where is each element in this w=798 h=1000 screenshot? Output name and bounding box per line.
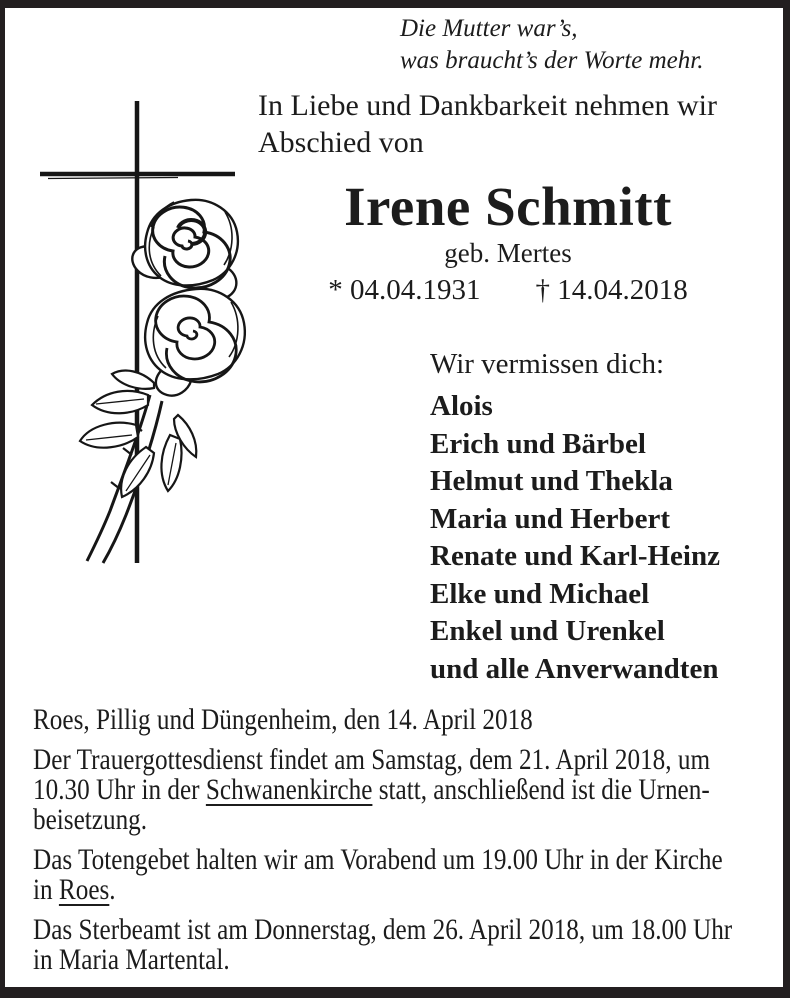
dateline: Roes, Pillig und Düngenheim, den 14. April 2018 bbox=[33, 703, 533, 736]
cross-horizontal-echo bbox=[48, 178, 178, 179]
underlined-text: Roes bbox=[58, 873, 110, 906]
life-dates bbox=[248, 274, 768, 306]
line-text: . bbox=[109, 873, 116, 906]
sterbeamt-paragraph bbox=[33, 915, 789, 975]
intro-text bbox=[258, 87, 717, 161]
line-text: Das Sterbeamt ist am Donnerstag, dem 26. April 2018, um 18.00 Uhr bbox=[33, 913, 733, 946]
cross-and-roses-illustration bbox=[28, 95, 250, 573]
underlined-text: Schwanenkirche bbox=[205, 773, 373, 806]
epigraph bbox=[400, 13, 704, 77]
mourner-name: und alle Anverwandten bbox=[430, 652, 719, 685]
death-date: † 14.04.2018 bbox=[535, 274, 688, 306]
mourner-name: Enkel und Urenkel bbox=[430, 615, 665, 647]
mourner-name: Erich und Bärbel bbox=[430, 427, 646, 460]
epigraph-line-1: Die Mutter war’s, bbox=[400, 15, 578, 42]
paragraph-line bbox=[33, 845, 789, 875]
deceased-block bbox=[248, 176, 768, 306]
funeral-service-paragraph bbox=[33, 745, 789, 835]
intro-line-1: In Liebe und Dankbarkeit nehmen wir bbox=[258, 89, 718, 122]
epigraph-line-2: was braucht’s der Worte mehr. bbox=[400, 47, 704, 74]
mourner-name: Renate und Karl-Heinz bbox=[430, 540, 720, 572]
paragraph-line bbox=[33, 745, 789, 775]
intro-line-2: Abschied von bbox=[258, 126, 424, 159]
deceased-name: Irene Schmitt bbox=[344, 176, 672, 237]
line-text: Der Trauergottesdienst findet am Samstag, dem 21. April 2018, um bbox=[33, 743, 711, 776]
paragraph-line bbox=[33, 875, 789, 905]
paragraph-line bbox=[33, 945, 789, 975]
line-text: in Maria Martental. bbox=[33, 943, 230, 976]
line-text: 10.30 Uhr in der bbox=[33, 773, 206, 806]
paragraph-line bbox=[33, 775, 789, 805]
maiden-name: geb. Mertes bbox=[444, 238, 572, 268]
line-text: Das Totengebet halten wir am Vorabend um 19.00 Uhr in der Kirche bbox=[33, 843, 723, 876]
line-text: beisetzung. bbox=[33, 803, 148, 836]
mourner-name: Helmut und Thekla bbox=[430, 465, 673, 497]
mourner-name: Maria und Herbert bbox=[430, 502, 671, 535]
birth-date: * 04.04.1931 bbox=[328, 274, 481, 306]
line-text: in bbox=[33, 873, 59, 906]
service-details bbox=[33, 705, 789, 975]
mourners-heading: Wir vermissen dich: bbox=[430, 348, 664, 380]
mourner-name: Elke und Michael bbox=[430, 577, 650, 610]
totengebet-paragraph bbox=[33, 845, 789, 905]
mourner-name: Alois bbox=[430, 390, 493, 422]
line-text: statt, anschließend ist die Urnen- bbox=[372, 773, 710, 806]
paragraph-line bbox=[33, 915, 789, 945]
paragraph-line bbox=[33, 805, 789, 835]
mourners-list bbox=[430, 346, 720, 688]
rose-upper bbox=[132, 200, 238, 299]
rose-lower bbox=[145, 289, 245, 396]
